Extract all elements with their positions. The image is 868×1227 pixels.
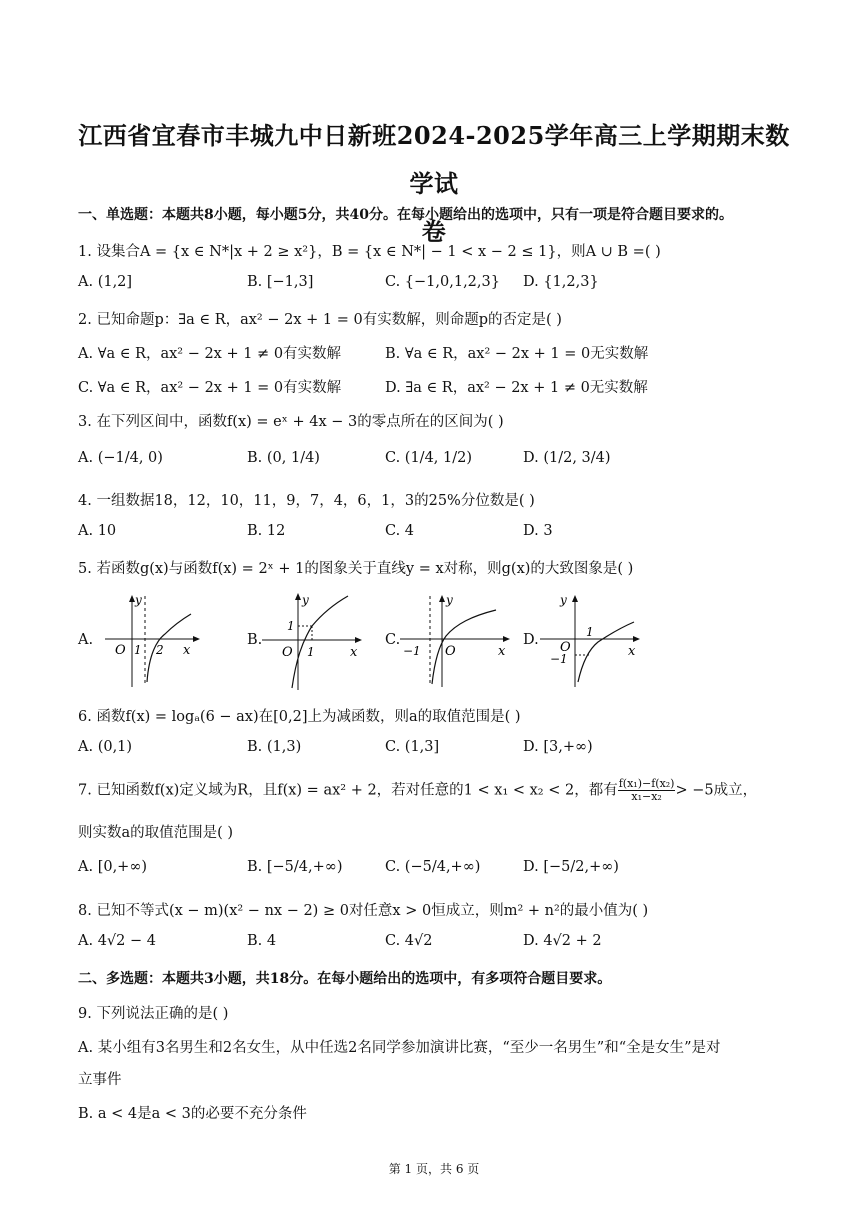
q2-option-a: A. ∀a ∈ R，ax² − 2x + 1 ≠ 0有实数解 <box>78 346 342 362</box>
q9-option-a-line-2: 立事件 <box>78 1072 122 1088</box>
svg-text:y: y <box>446 593 453 607</box>
q7-option-d: D. [−5/2,+∞) <box>523 859 619 875</box>
page-title <box>70 112 798 256</box>
svg-text:y: y <box>302 593 309 607</box>
q8-stem: 8. 已知不等式(x − m)(x² − nx − 2) ≥ 0对任意x > 0恒成立，则m² + n²的最小值为( ) <box>78 903 649 919</box>
q3-option-c: C. (1/4, 1/2) <box>385 450 472 466</box>
q8-option-b: B. 4 <box>247 933 277 949</box>
q4-option-d: D. 3 <box>523 523 553 539</box>
svg-text:y: y <box>560 593 567 607</box>
q7-option-b: B. [−5/4,+∞) <box>247 859 343 875</box>
svg-text:x: x <box>183 643 191 658</box>
q3-stem: 3. 在下列区间中，函数f(x) = eˣ + 4x − 3的零点所在的区间为( ) <box>78 414 504 430</box>
q2-option-c: C. ∀a ∈ R，ax² − 2x + 1 = 0有实数解 <box>78 380 342 396</box>
q5-label-b: B. <box>247 632 263 648</box>
svg-text:2: 2 <box>156 643 164 657</box>
q5-graph-b <box>262 590 367 690</box>
page-footer: 第 1 页，共 6 页 <box>388 1162 480 1176</box>
q6-option-b: B. (1,3) <box>247 739 302 755</box>
q1-stem: 1. 设集合A = {x ∈ N*|x + 2 ≥ x²}，B = {x ∈ N*| − 1 < x − 2 ≤ 1}，则A ∪ B =( ) <box>78 244 661 260</box>
q8-option-c: C. 4√2 <box>385 933 433 949</box>
svg-text:−1: −1 <box>550 652 568 666</box>
q8-option-d: D. 4√2 + 2 <box>523 933 602 949</box>
q2-stem: 2. 已知命题p：∃a ∈ R，ax² − 2x + 1 = 0有实数解，则命题p的否定是( ) <box>78 312 562 328</box>
svg-text:−1: −1 <box>403 644 421 658</box>
q2-option-b: B. ∀a ∈ R，ax² − 2x + 1 = 0无实数解 <box>385 346 649 362</box>
q1-option-c: C. {−1,0,1,2,3} <box>385 274 500 290</box>
svg-text:O: O <box>445 644 456 659</box>
svg-text:x: x <box>628 644 636 659</box>
svg-text:1: 1 <box>586 625 594 639</box>
q7-option-a: A. [0,+∞) <box>78 859 148 875</box>
q7-stem-end: > −5成立， <box>675 782 758 799</box>
svg-text:1: 1 <box>307 645 315 659</box>
q1-option-a: A. (1,2] <box>78 274 133 290</box>
q3-option-d: D. (1/2, 3/4) <box>523 450 611 466</box>
q7-stem-line-2: 则实数a的取值范围是( ) <box>78 825 234 841</box>
title-line-2: 卷 <box>421 217 447 246</box>
q5-stem: 5. 若函数g(x)与函数f(x) = 2ˣ + 1的图象关于直线y = x对称，则g(x)的大致图象是( ) <box>78 561 634 577</box>
q7-stem-text: 7. 已知函数f(x)定义域为R，且f(x) = ax² + 2，若对任意的1 < x₁ < x₂ < 2，都有 <box>78 782 618 799</box>
svg-text:y: y <box>135 593 142 607</box>
q5-graph-d <box>540 592 650 687</box>
q5-label-c: C. <box>385 632 401 648</box>
q7-stem <box>78 778 757 803</box>
svg-text:x: x <box>498 644 506 659</box>
svg-text:1: 1 <box>287 619 295 633</box>
svg-text:O: O <box>282 645 293 660</box>
svg-text:O: O <box>560 640 571 655</box>
q1-option-d: D. {1,2,3} <box>523 274 599 290</box>
q8-option-a: A. 4√2 − 4 <box>78 933 156 949</box>
q6-option-a: A. (0,1) <box>78 739 133 755</box>
q5-label-a: A. <box>78 632 94 648</box>
svg-text:1: 1 <box>134 643 142 657</box>
q6-option-c: C. (1,3] <box>385 739 440 755</box>
q7-option-c: C. (−5/4,+∞) <box>385 859 481 875</box>
title-line-1: 江西省宜春市丰城九中日新班2024-2025学年高三上学期期末数学试 <box>78 121 790 198</box>
section-single-choice: 一、单选题：本题共8小题，每小题5分，共40分。在每小题给出的选项中，只有一项是符合题目要求的。 <box>78 207 733 223</box>
q3-option-a: A. (−1/4, 0) <box>78 450 163 466</box>
q4-stem: 4. 一组数据18，12，10，11，9，7，4，6，1，3的25%分位数是( ) <box>78 493 535 509</box>
q5-graph-c <box>400 592 515 687</box>
q4-option-b: B. 12 <box>247 523 286 539</box>
q2-option-d: D. ∃a ∈ R，ax² − 2x + 1 ≠ 0无实数解 <box>385 380 648 396</box>
q4-option-a: A. 10 <box>78 523 117 539</box>
q7-frac-numerator: f(x₁)−f(x₂) <box>618 777 675 790</box>
q3-option-b: B. (0, 1/4) <box>247 450 320 466</box>
q9-stem: 9. 下列说法正确的是( ) <box>78 1006 229 1022</box>
q9-option-b: B. a < 4是a < 3的必要不充分条件 <box>78 1106 307 1122</box>
q5-label-d: D. <box>523 632 539 648</box>
q6-option-d: D. [3,+∞) <box>523 739 593 755</box>
q9-option-a-line-1: A. 某小组有3名男生和2名女生，从中任选2名同学参加演讲比赛，“至少一名男生”和“全是女生”是对 <box>78 1040 721 1056</box>
q1-option-b: B. [−1,3] <box>247 274 314 290</box>
q6-stem: 6. 函数f(x) = logₐ(6 − ax)在[0,2]上为减函数，则a的取值范围是( ) <box>78 709 521 725</box>
svg-text:O: O <box>115 643 126 658</box>
svg-text:x: x <box>350 645 358 660</box>
section-multi-choice: 二、多选题：本题共3小题，共18分。在每小题给出的选项中，有多项符合题目要求。 <box>78 971 612 987</box>
q7-fraction <box>618 778 676 803</box>
q7-frac-denominator: x₁−x₂ <box>631 790 662 803</box>
q5-graph-a <box>105 592 205 687</box>
q4-option-c: C. 4 <box>385 523 415 539</box>
